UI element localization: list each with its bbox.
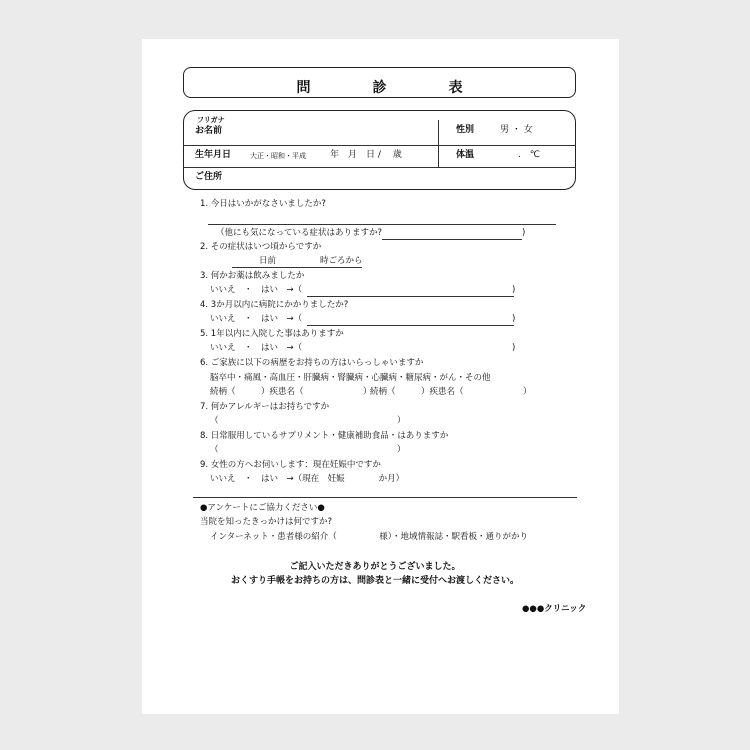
gender-label: 性別 (456, 125, 475, 135)
answer-line-1[interactable] (208, 224, 556, 225)
closing-instruction: おくすり手帳をお持ちの方は、問診表と一緒に受付へお渡しください。 (230, 576, 519, 586)
survey-heading: ●アンケートにご協力ください● (200, 503, 325, 513)
title-box (183, 67, 576, 98)
question-5-close: ) (512, 343, 516, 353)
clinic-name: ●●●クリニック (522, 604, 587, 614)
question-3: 3. 何かお薬は飲みましたか (200, 271, 305, 281)
question-6: 6. ご家族に以下の病歴をお持ちの方はいらっしゃいますか (200, 358, 424, 368)
question-1: 1. 今日はいかがなさいましたか? (200, 199, 326, 209)
question-7: 7. 何かアレルギーはお持ちですか (200, 402, 330, 412)
question-5: 5. 1年以内に入院した事はありますか (200, 329, 344, 339)
question-6-answer-2[interactable]: 続柄（ ）疾患名（ ） (370, 387, 532, 397)
section-divider (193, 497, 577, 498)
birthdate-fields[interactable]: 年 月 日 / 歳 (330, 150, 402, 160)
address-label: ご住所 (195, 172, 223, 182)
era-options[interactable]: 大正・昭和・平成 (250, 152, 306, 160)
question-8: 8. 日常服用しているサプリメント・健康補助食品・はありますか (200, 431, 449, 441)
question-2: 2. その症状はいつ頃からですか (200, 242, 322, 252)
temperature-unit[interactable]: . ℃ (518, 150, 540, 160)
form-title: 問 診 表 (296, 80, 487, 96)
answer-line-3[interactable] (307, 296, 514, 297)
name-label: お名前 (195, 126, 223, 136)
closing-thanks: ご記入いただきありがとうございました。 (289, 562, 461, 572)
question-3-close: ) (512, 285, 516, 295)
survey-options[interactable]: インターネット・患者様の紹介（ 様）・地域情報誌・駅看板・通りがかり (210, 532, 528, 542)
question-4-close: ) (512, 314, 516, 324)
furigana-label: フリガナ (197, 116, 225, 124)
question-1-sub-close: ) (522, 228, 526, 238)
answer-line-1-sub[interactable] (382, 239, 522, 240)
question-5-answer[interactable]: いいえ ・ はい →（ (210, 343, 303, 353)
question-4: 4. 3か月以内に病院にかかりましたか? (200, 300, 349, 310)
question-2-days: 日前 (259, 256, 277, 266)
question-3-answer[interactable]: いいえ ・ はい →（ (210, 285, 303, 295)
info-vertical-divider (438, 120, 439, 167)
question-6-list: 脳卒中・痛風・高血圧・肝臓病・腎臓病・心臓病・糖尿病・がん・その他 (210, 373, 491, 383)
info-divider-2 (183, 167, 576, 168)
question-9-answer[interactable]: いいえ ・ はい →（現在 妊娠 か月） (210, 474, 405, 484)
birthdate-label: 生年月日 (195, 150, 232, 160)
answer-line-2[interactable] (232, 267, 362, 268)
question-1-sub: （他にも気になっている症状はありますか? (216, 228, 383, 238)
question-2-time: 時ごろから (320, 256, 363, 266)
question-6-answer-1[interactable]: 続柄（ ）疾患名（ ） (210, 387, 372, 397)
answer-line-4[interactable] (307, 325, 514, 326)
survey-question: 当院を知ったきっかけは何ですか? (200, 517, 333, 527)
question-7-answer[interactable]: （ ） (210, 416, 406, 426)
info-divider-1 (183, 145, 576, 146)
question-8-answer[interactable]: （ ） (210, 445, 406, 455)
question-4-answer[interactable]: いいえ ・ はい →（ (210, 314, 303, 324)
gender-options[interactable]: 男 ・ 女 (500, 125, 533, 135)
temperature-label: 体温 (456, 150, 475, 160)
question-9: 9. 女性の方へお伺いします：現在妊娠中ですか (200, 460, 381, 470)
